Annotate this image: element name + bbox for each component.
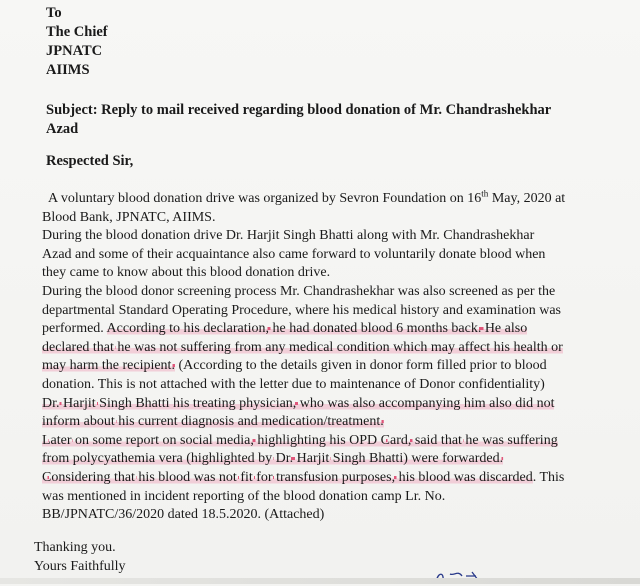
body-line — [42, 413, 582, 432]
salutation: Respected Sir, — [46, 153, 134, 169]
body-line: During the blood donation drive Dr. Harjit Singh Bhatti along with Mr. Chandrashekhar — [42, 228, 535, 244]
body-line — [42, 450, 582, 469]
to-label: To — [46, 5, 62, 21]
sign-off-line: Yours Faithfully — [34, 559, 126, 574]
body-line: During the blood donor screening process Mr. Chandrashekhar was also screened as per the — [42, 283, 556, 299]
body-line: BB/JPNATC/36/2020 dated 18.5.2020. (Attached) — [42, 507, 325, 523]
body-line: performed. According to his declaration, he had donated blood 6 months back. He also — [42, 321, 528, 337]
highlighted-text: may harm the recipient. — [42, 358, 175, 374]
body-line: departmental Standard Operating Procedure, where his medical history and examination was — [42, 302, 561, 318]
subject-line: Subject: Reply to mail received regarding blood donation of Mr. Chandrashekhar Azad — [46, 102, 551, 137]
closing-block — [34, 538, 126, 576]
highlighted-text: Later on some report on social media, highlighting his OPD Card, said that he was suffering — [42, 432, 558, 448]
body-line: A voluntary blood donation drive was organized by Sevron Foundation on 16th May, 2020 at — [48, 188, 566, 206]
body-line — [42, 339, 582, 358]
body-line: Considering that his blood was not fit for transfusion purposes, his blood was discarded. This — [42, 469, 565, 485]
highlighted-text: Considering that his blood was not fit for transfusion purposes, his blood was discarded — [42, 469, 533, 485]
body-line: was mentioned in incident reporting of the blood donation camp Lr. No. — [42, 488, 446, 504]
body-line: Azad and some of their acquaintance also came forward to voluntarily donate blood when — [42, 246, 546, 262]
body-line — [42, 395, 582, 414]
page-bottom-edge — [0, 578, 640, 584]
body-line: they came to know about this blood donation drive. — [42, 265, 331, 281]
highlighted-text: inform about his current diagnosis and medication/treatment. — [42, 414, 384, 430]
recipient-institute: AIIMS — [46, 62, 90, 78]
highlighted-text: declared that he was not suffering from any medical condition which may affect his health or — [42, 339, 563, 355]
thanks-line: Thanking you. — [34, 540, 116, 555]
highlighted-text: from polycyathemia vera (highlighted by Dr. Harjit Singh Bhatti) were forwarded. — [42, 451, 504, 467]
highlighted-text: Dr. Harjit Singh Bhatti his treating physician, who was also accompanying him also did not — [42, 395, 555, 411]
body-line: donation. This is not attached with the letter due to maintenance of Donor confidentiality) — [42, 376, 545, 392]
highlighted-text: According to his declaration, he had donated blood 6 months back. He also — [106, 321, 528, 337]
body-line: Blood Bank, JPNATC, AIIMS. — [42, 209, 216, 225]
letter-body — [42, 190, 582, 525]
body-line: may harm the recipient. (According to the details given in donor form filled prior to blood — [42, 358, 547, 374]
recipient-dept: JPNATC — [46, 43, 103, 59]
body-line — [42, 432, 582, 451]
recipient-name: The Chief — [46, 24, 108, 40]
recipient-block — [46, 4, 108, 80]
